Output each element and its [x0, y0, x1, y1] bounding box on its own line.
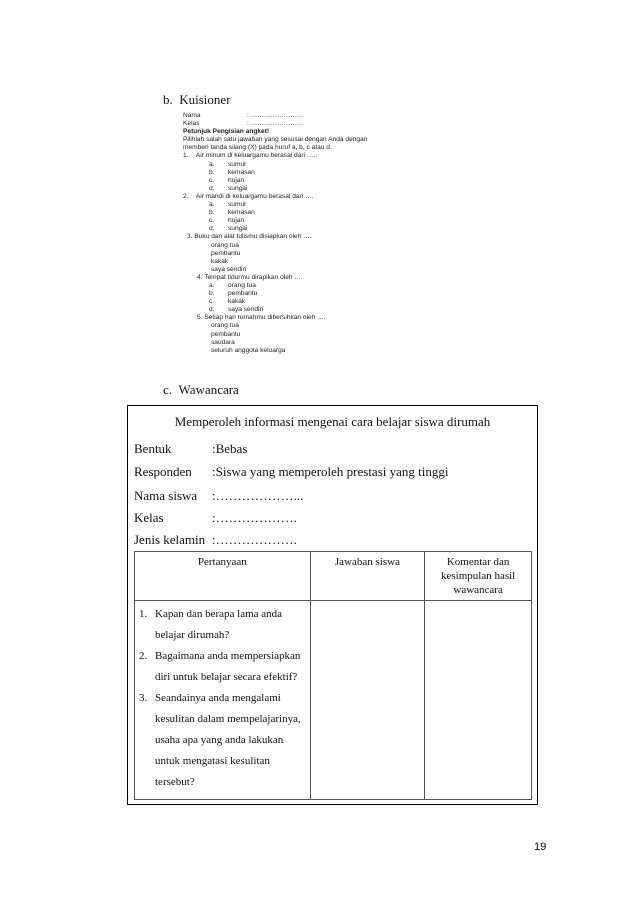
- option-letter: c.: [209, 217, 215, 225]
- option-text: kakak: [228, 298, 246, 306]
- field-value: :……………….: [212, 532, 297, 547]
- question-text: Bagaimana anda mempersiapkan diri untuk belajar secara efektif?: [155, 650, 301, 683]
- q5-text: 5. Setiap hari rumahmu dibersihkan oleh ….: [197, 314, 326, 322]
- field-value: :Siswa yang memperoleh prestasi yang tinggi: [212, 464, 449, 479]
- section-b-marker: b.: [163, 92, 173, 107]
- questions-cell: [135, 601, 311, 800]
- instructions-line-1: Pilihlah salah satu jawaban yang sesusai dengan Anda dengan: [183, 136, 368, 144]
- q4-option: [183, 282, 433, 290]
- option-text: sungai: [228, 225, 248, 233]
- kelas-value: : ……………………: [247, 120, 304, 128]
- petunjuk-title: Petunjuk Pengisian angket!: [183, 128, 270, 136]
- q4-text: 4. Tempat tidurmu dirapikan oleh ….: [197, 273, 303, 281]
- option-letter: c.: [209, 176, 215, 184]
- question-item: [139, 646, 306, 688]
- q3-option: saya sendiri: [211, 265, 247, 273]
- field-row-kelas: [134, 510, 297, 526]
- field-row-bentuk: [134, 441, 247, 457]
- section-c-title: Wawancara: [178, 382, 239, 397]
- field-label: Bentuk: [134, 441, 172, 456]
- questionnaire-image: [183, 112, 433, 355]
- header-pertanyaan: Pertanyaan: [135, 552, 311, 601]
- nama-label: Nama: [183, 112, 201, 119]
- option-text: hujan: [228, 176, 245, 184]
- q2-option: [183, 217, 433, 225]
- answer-cell: [310, 601, 425, 800]
- interview-box: [127, 405, 538, 805]
- q1-text: Air minum di keluargamu berasal dari …..: [195, 152, 318, 160]
- q1-option: [183, 169, 433, 177]
- field-value: :……………….: [212, 510, 297, 525]
- q3-option: orang tua: [211, 241, 239, 249]
- question-item: [139, 688, 306, 793]
- option-letter: b.: [209, 209, 215, 217]
- q5-option: seluruh anggota keluarga: [211, 346, 286, 354]
- section-c-marker: c.: [163, 382, 173, 397]
- field-row-jenis-kelamin: [134, 532, 297, 548]
- field-value: :………………...: [212, 488, 304, 503]
- q2-option: [183, 201, 433, 209]
- option-letter: d.: [209, 184, 215, 192]
- nama-row: [183, 112, 433, 120]
- header-komentar: Komentar dan kesimpulan hasil wawancara: [425, 552, 532, 601]
- q1-option: [183, 177, 433, 185]
- q1: [183, 152, 433, 160]
- option-text: kemasan: [228, 168, 255, 176]
- interview-table: [134, 551, 532, 800]
- option-letter: d.: [209, 306, 215, 314]
- option-text: saya sendiri: [228, 306, 264, 314]
- table-header-row: [135, 552, 532, 601]
- option-text: pembantu: [228, 290, 258, 298]
- q3-option: pembantu: [211, 249, 241, 257]
- option-text: hujan: [228, 217, 245, 225]
- option-text: kemasan: [228, 209, 255, 217]
- option-letter: a.: [209, 160, 215, 168]
- q1-num: 1.: [183, 152, 189, 160]
- q2-option: [183, 209, 433, 217]
- q5-option: saudara: [211, 338, 235, 346]
- option-letter: a.: [209, 281, 215, 289]
- section-b-title: Kuisioner: [179, 92, 231, 107]
- page-number: 19: [534, 841, 547, 853]
- option-letter: b.: [209, 168, 215, 176]
- q4-option: [183, 290, 433, 298]
- option-text: sungai: [228, 184, 248, 192]
- q4-option: [183, 298, 433, 306]
- option-letter: b.: [209, 290, 215, 298]
- q5-option: pembantu: [211, 330, 241, 338]
- question-number: 2.: [139, 650, 148, 662]
- question-number: 3.: [139, 692, 148, 704]
- field-row-responden: [134, 464, 448, 480]
- interview-heading: Memperoleh informasi mengenai cara belajar siswa dirumah: [174, 414, 491, 429]
- header-jawaban-siswa: Jawaban siswa: [310, 552, 425, 601]
- q3-text: 3. Buku dan alat tulismu disiapkan oleh ….: [187, 233, 312, 241]
- q5-option: orang tua: [211, 322, 239, 330]
- q4-option: [183, 306, 433, 314]
- instructions-line-2: memberi tanda silang (X) pada huruf a, b, c atau d.: [183, 144, 332, 152]
- section-b-heading: [163, 92, 231, 108]
- nama-value: : ……………………: [247, 112, 304, 119]
- q2-num: 2.: [183, 192, 189, 200]
- section-c-heading: [163, 382, 239, 398]
- option-text: sumur: [228, 160, 247, 168]
- question-number: 1.: [139, 608, 148, 620]
- field-row-nama-siswa: [134, 488, 303, 504]
- question-item: [139, 604, 306, 646]
- question-text: Kapan dan berapa lama anda belajar dirumah?: [155, 608, 283, 641]
- q3-option: kakak: [211, 257, 229, 265]
- field-label: Responden: [134, 464, 192, 479]
- q1-option: [183, 185, 433, 193]
- question-text: Seandainya anda mengalami kesulitan dalam mempelajarinya, usaha apa yang anda lakukan untuk mengatasi kesulitan tersebut?: [155, 692, 301, 788]
- option-text: orang tua: [228, 281, 256, 289]
- option-text: sumur: [228, 201, 247, 209]
- q2-option: [183, 225, 433, 233]
- kelas-row: [183, 120, 433, 128]
- field-label: Kelas: [134, 510, 164, 525]
- q2: [183, 193, 433, 201]
- comment-cell: [425, 601, 532, 800]
- kelas-label: Kelas: [183, 120, 200, 128]
- table-row: [135, 601, 532, 800]
- q1-option: [183, 161, 433, 169]
- field-label: Nama siswa: [134, 488, 198, 503]
- option-letter: c.: [209, 298, 215, 306]
- field-value: :Bebas: [212, 441, 248, 456]
- field-label: Jenis kelamin: [134, 532, 206, 547]
- option-letter: a.: [209, 201, 215, 209]
- q2-text: Air mandi di keluargamu berasal dari ….: [195, 192, 314, 200]
- option-letter: d.: [209, 225, 215, 233]
